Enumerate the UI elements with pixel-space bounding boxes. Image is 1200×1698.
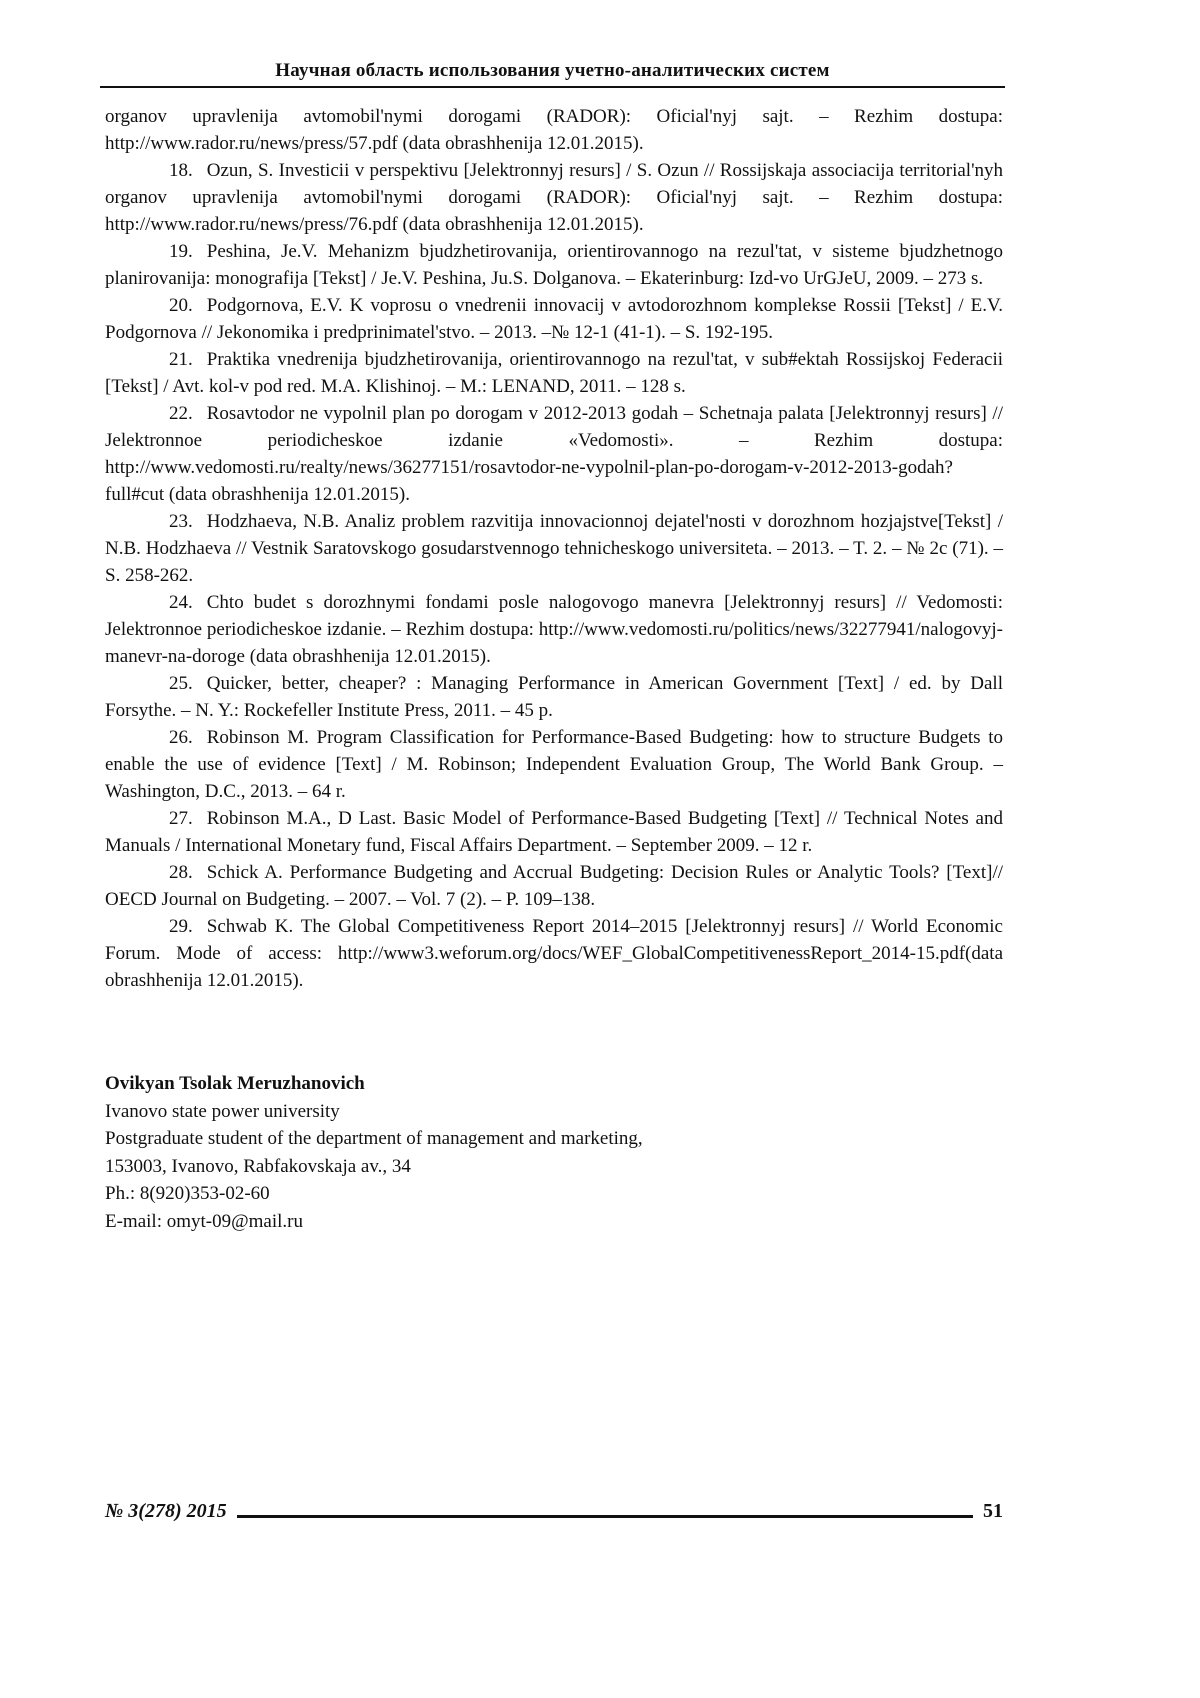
journal-issue-label: № 3(278) 2015 — [105, 1500, 227, 1522]
reference-text: Robinson M.A., D Last. Basic Model of Performance-Based Budgeting [Text] // Technical Notes and Manuals / International Monetary fund, Fiscal Affairs Department. – September 2009. – 12 r. — [105, 808, 1003, 856]
author-position: Postgraduate student of the department of management and marketing, — [105, 1128, 643, 1149]
reference-text: Chto budet s dorozhnymi fondami posle nalogovogo manevra [Jelektronnyj resurs] // Vedomosti: Jelektronnoe periodicheskoe izdanie. – Rezhim dostupa: http://www.vedomosti.ru/politics/news/32277941/nalogovyj-manevr-na-doroge (data obrashhenija 12.01.2015). — [105, 592, 1003, 667]
reference-number: 18. — [169, 160, 193, 181]
reference-item-21 — [105, 346, 1003, 400]
author-email: E-mail: omyt-09@mail.ru — [105, 1210, 303, 1232]
author-address: 153003, Ivanovo, Rabfakovskaja av., 34 — [105, 1155, 411, 1177]
reference-item-18 — [105, 157, 1003, 238]
reference-text: Quicker, better, cheaper? : Managing Performance in American Government [Text] / ed. by Dall Forsythe. – N. Y.: Rockefeller Institute Press, 2011. – 45 p. — [105, 673, 1003, 721]
reference-text: Peshina, Je.V. Mehanizm bjudzhetirovanija, orientirovannogo na rezul'tat, v sisteme bjudzhetnogo planirovanija: monografija [Tekst] / Je.V. Peshina, Ju.S. Dolganova. – Ekaterinburg: Izd-vo UrGJeU, 2009. – 273 s. — [105, 241, 1003, 289]
page-header — [100, 60, 1005, 88]
reference-number: 22. — [169, 403, 193, 424]
page-footer — [105, 1500, 1003, 1523]
reference-item-23 — [105, 508, 1003, 589]
reference-item-26 — [105, 724, 1003, 805]
reference-number: 21. — [169, 349, 193, 370]
author-name: Ovikyan Tsolak Meruzhanovich — [105, 1073, 365, 1094]
reference-item-22 — [105, 400, 1003, 508]
reference-item-27 — [105, 805, 1003, 859]
running-head-title: Научная область использования учетно-аналитических систем — [275, 60, 830, 81]
reference-number: 29. — [169, 916, 193, 937]
reference-text: Ozun, S. Investicii v perspektivu [Jelektronnyj resurs] / S. Ozun // Rossijskaja associacija territorial'nyh organov upravlenija avtomobil'nymi dorogami (RADOR): Oficial'nyj sajt. – Rezhim dostupa: http://www.rador.ru/news/press/76.pdf (data obrashhenija 12.01.2015). — [105, 160, 1003, 235]
reference-number: 25. — [169, 673, 193, 694]
reference-text: Podgornova, E.V. K voprosu o vnedrenii innovacij v avtodorozhnom komplekse Rossii [Tekst] / E.V. Podgornova // Jekonomika i predprinimatel'stvo. – 2013. –№ 12-1 (41-1). – S. 192-195. — [105, 295, 1003, 343]
reference-text: Schick A. Performance Budgeting and Accrual Budgeting: Decision Rules or Analytic Tools? [Text]// OECD Journal on Budgeting. – 2007. – Vol. 7 (2). – P. 109–138. — [105, 862, 1003, 910]
reference-text: Schwab K. The Global Competitiveness Report 2014–2015 [Jelektronnyj resurs] // World Economic Forum. Mode of access: http://www3.weforum.org/docs/WEF_GlobalCompetitivenessReport_2014-15.pdf(data obrashhenija 12.01.2015). — [105, 916, 1003, 991]
reference-continuation: organov upravlenija avtomobil'nymi dorogami (RADOR): Oficial'nyj sajt. – Rezhim dostupa: http://www.rador.ru/news/press/57.pdf (data obrashhenija 12.01.2015). — [105, 106, 1003, 154]
reference-item-25 — [105, 670, 1003, 724]
footer-rule — [237, 1515, 973, 1518]
page-number: 51 — [983, 1500, 1003, 1522]
reference-number: 27. — [169, 808, 193, 829]
reference-number: 23. — [169, 511, 193, 532]
reference-item-24 — [105, 589, 1003, 670]
reference-number: 24. — [169, 592, 193, 613]
reference-text: Rosavtodor ne vypolnil plan po dorogam v 2012-2013 godah – Schetnaja palata [Jelektronnyj resurs] // Jelektronnoe periodicheskoe izdanie «Vedomosti». – Rezhim dostupa: http://www.vedomosti.ru/realty/news/36277151/rosavtodor-ne-vypolnil-plan-po-dorogam-v-2012-2013-godah?full#cut (data obrashhenija 12.01.2015). — [105, 403, 1003, 505]
author-phone: Ph.: 8(920)353-02-60 — [105, 1183, 270, 1204]
references-content — [105, 103, 1003, 1235]
reference-number: 20. — [169, 295, 193, 316]
reference-number: 26. — [169, 727, 193, 748]
reference-item-19 — [105, 238, 1003, 292]
reference-text: Hodzhaeva, N.B. Analiz problem razvitija innovacionnoj dejatel'nosti v dorozhnom hozjajstve[Tekst] / N.B. Hodzhaeva // Vestnik Saratovskogo gosudarstvennogo tehnicheskogo universiteta. – 2013. – T. 2. – № 2c (71). – S. 258-262. — [105, 511, 1003, 586]
reference-item-28 — [105, 859, 1003, 913]
reference-text: Robinson M. Program Classification for Performance-Based Budgeting: how to structure Budgets to enable the use of evidence [Text] / M. Robinson; Independent Evaluation Group, The World Bank Group. – Washington, D.C., 2013. – 64 r. — [105, 727, 1003, 802]
reference-item-29 — [105, 913, 1003, 994]
author-affiliation: Ivanovo state power university — [105, 1100, 340, 1122]
reference-number: 19. — [169, 241, 193, 262]
author-info-block — [105, 1070, 1003, 1235]
reference-number: 28. — [169, 862, 193, 883]
reference-text: Praktika vnedrenija bjudzhetirovanija, orientirovannogo na rezul'tat, v sub#ektah Rossijskoj Federacii [Tekst] / Avt. kol-v pod red. M.A. Klishinoj. – M.: LENAND, 2011. – 128 s. — [105, 349, 1003, 397]
reference-item-20 — [105, 292, 1003, 346]
